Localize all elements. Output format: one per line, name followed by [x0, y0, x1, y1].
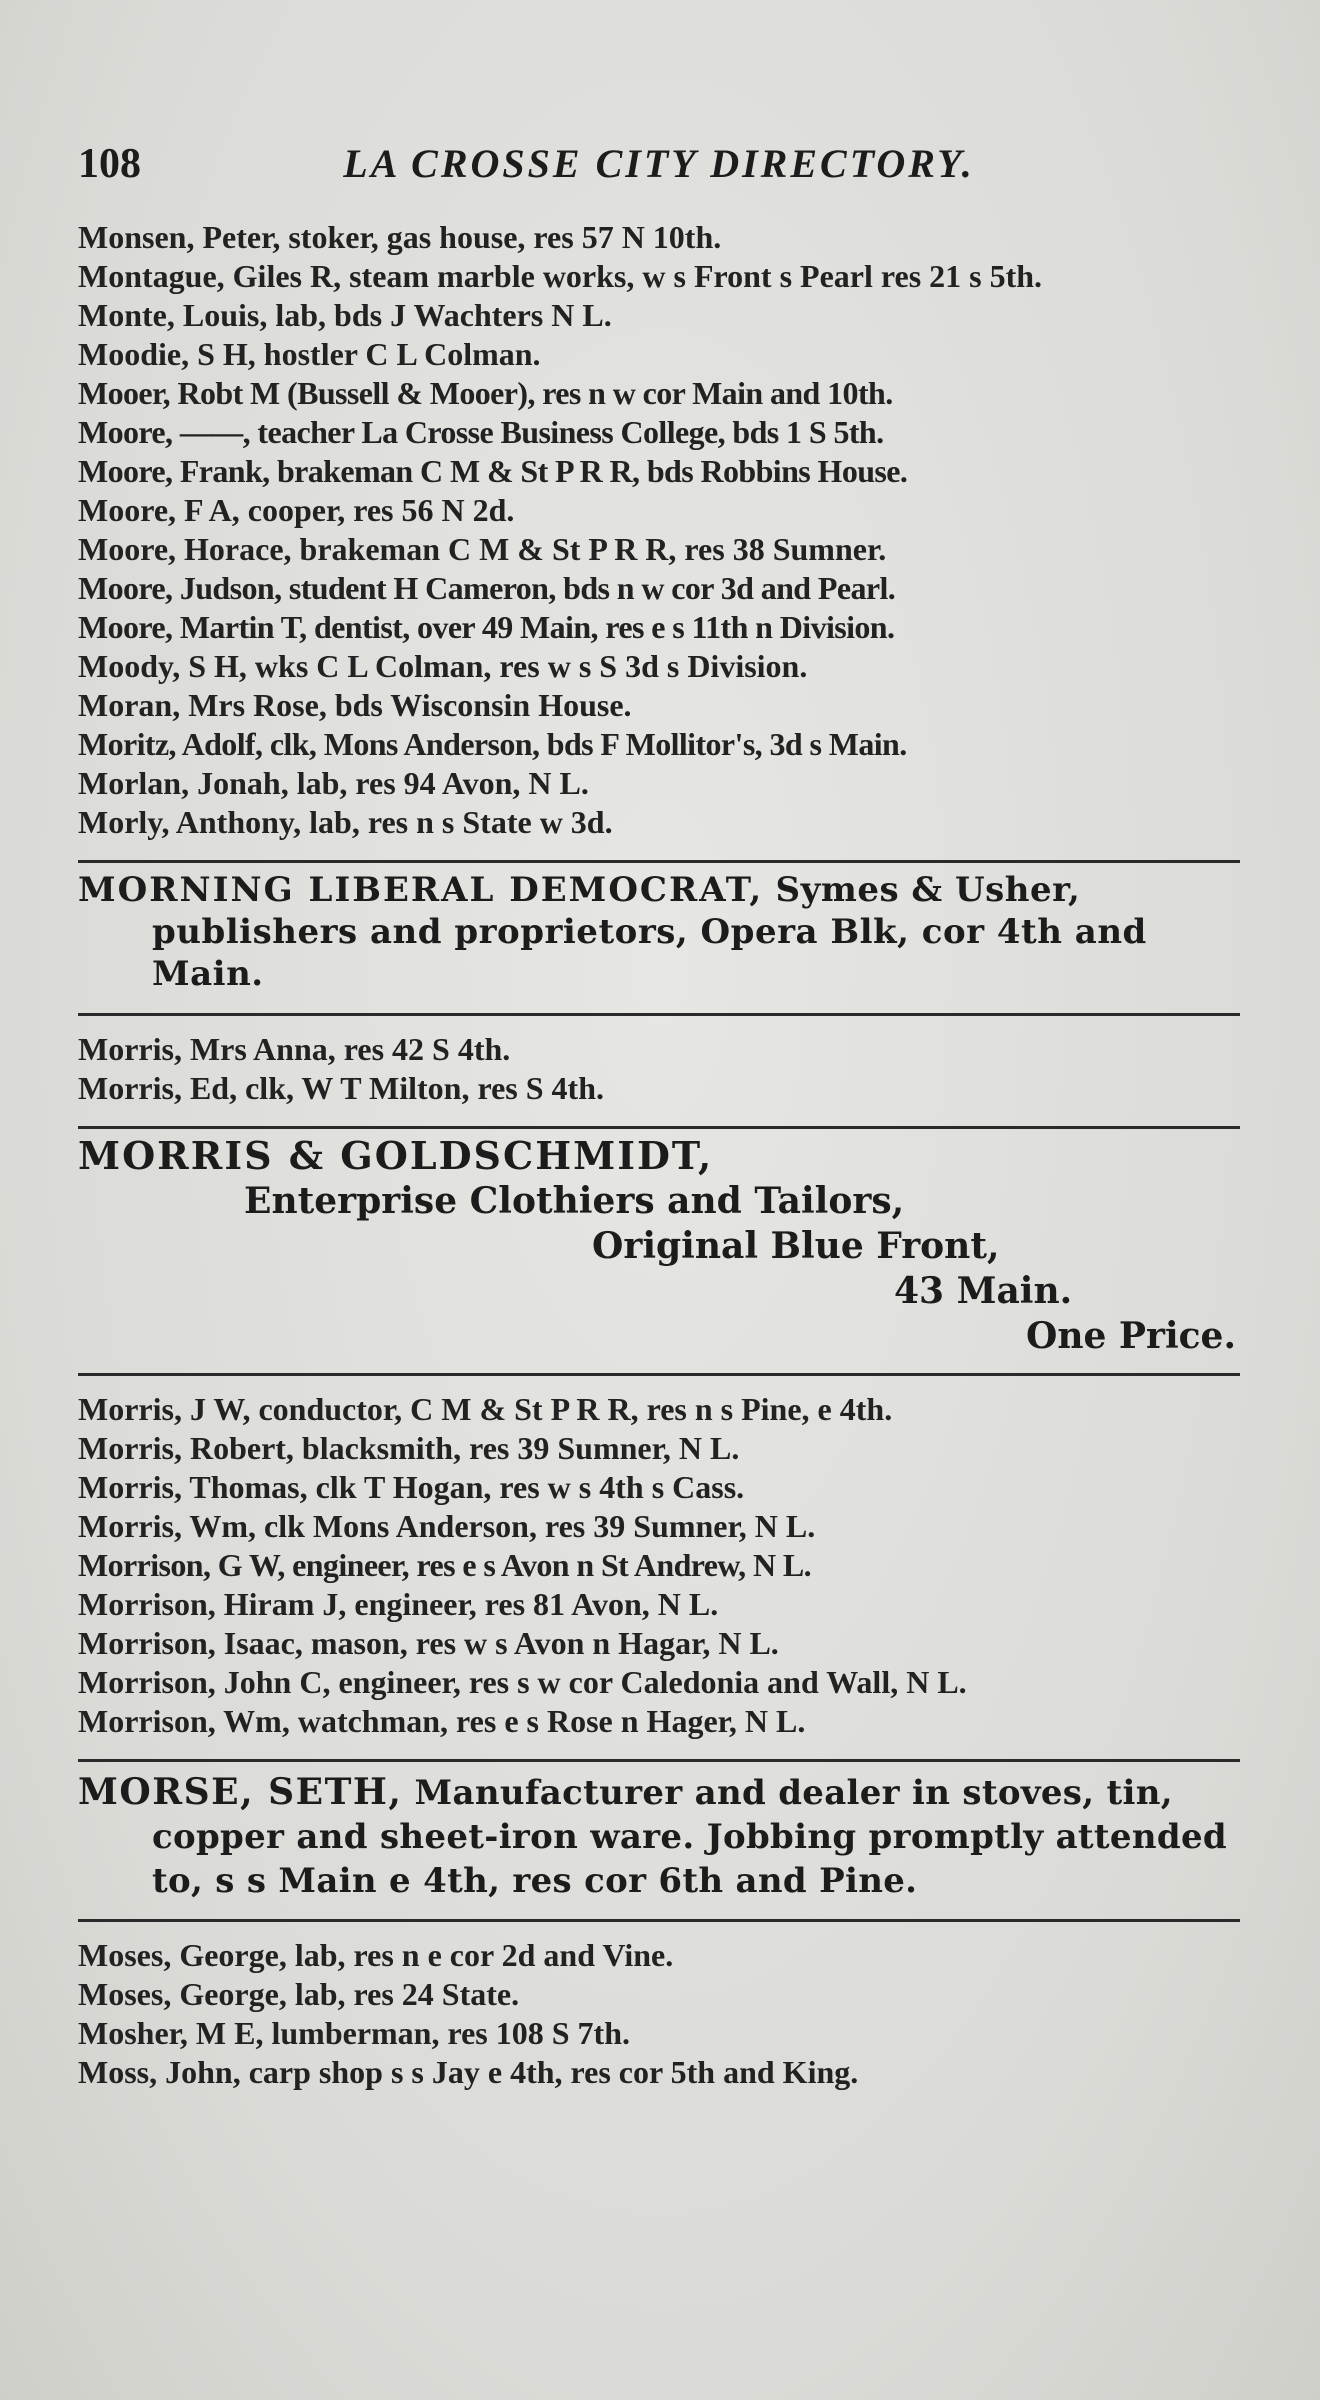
list-item: Morris, Robert, blacksmith, res 39 Sumner, N L.: [78, 1430, 740, 1466]
advertisement-text: Symes & Usher, publishers and proprietors, Opera Blk, cor 4th and Main.: [152, 870, 1147, 994]
divider: [78, 860, 1240, 863]
entry-list-2: [78, 1030, 1240, 1108]
list-item: Moses, George, lab, res n e cor 2d and Vine.: [78, 1937, 674, 1973]
list-item: Moody, S H, wks C L Colman, res w s S 3d s Division.: [78, 648, 808, 684]
list-item: Moore, Judson, student H Cameron, bds n w cor 3d and Pearl.: [78, 570, 896, 606]
advertisement-line: Original Blue Front,: [592, 1225, 1000, 1267]
advertiser-name: MORNING LIBERAL DEMOCRAT,: [78, 870, 764, 910]
advertiser-name: MORRIS & GOLDSCHMIDT,: [78, 1133, 714, 1178]
list-item: Moses, George, lab, res 24 State.: [78, 1976, 520, 2012]
entry-list-4: [78, 1936, 1240, 2092]
page-header: [78, 140, 1240, 200]
list-item: Monsen, Peter, stoker, gas house, res 57 N 10th.: [78, 219, 722, 255]
divider: [78, 1373, 1240, 1376]
list-item: Moodie, S H, hostler C L Colman.: [78, 336, 541, 372]
list-item: Morrison, G W, engineer, res e s Avon n St Andrew, N L.: [78, 1547, 812, 1583]
entry-list-3: [78, 1390, 1240, 1741]
advertisement-text: Manufacturer and dealer in stoves, tin, copper and sheet-iron ware. Jobbing promptly attended to, s s Main e 4th, res cor 6th and Pine.: [152, 1773, 1227, 1901]
divider: [78, 1919, 1240, 1922]
divider: [78, 1759, 1240, 1762]
advertisement-morris-goldschmidt: [78, 1133, 1240, 1359]
list-item: Morlan, Jonah, lab, res 94 Avon, N L.: [78, 765, 589, 801]
list-item: Montague, Giles R, steam marble works, w s Front s Pearl res 21 s 5th.: [78, 258, 1043, 294]
list-item: Morly, Anthony, lab, res n s State w 3d.: [78, 804, 613, 840]
list-item: Moritz, Adolf, clk, Mons Anderson, bds F Mollitor's, 3d s Main.: [78, 726, 907, 762]
advertisement-democrat: [78, 869, 1240, 995]
advertisement-morse: [78, 1770, 1240, 1903]
list-item: Mosher, M E, lumberman, res 108 S 7th.: [78, 2015, 630, 2051]
list-item: Morrison, Hiram J, engineer, res 81 Avon, N L.: [78, 1586, 719, 1622]
divider: [78, 1013, 1240, 1016]
list-item: Morris, Ed, clk, W T Milton, res S 4th.: [78, 1070, 604, 1106]
advertisement-line: 43 Main.: [894, 1270, 1073, 1312]
list-item: Moore, Frank, brakeman C M & St P R R, bds Robbins House.: [78, 453, 908, 489]
list-item: Moss, John, carp shop s s Jay e 4th, res cor 5th and King.: [78, 2054, 859, 2090]
advertisement-line: One Price.: [1025, 1315, 1236, 1357]
list-item: Morrison, Isaac, mason, res w s Avon n Hagar, N L.: [78, 1625, 779, 1661]
page-number: 108: [78, 141, 141, 187]
list-item: Morris, J W, conductor, C M & St P R R, res n s Pine, e 4th.: [78, 1391, 893, 1427]
list-item: Moore, F A, cooper, res 56 N 2d.: [78, 492, 515, 528]
list-item: Moore, Martin T, dentist, over 49 Main, res e s 11th n Division.: [78, 609, 895, 645]
list-item: Monte, Louis, lab, bds J Wachters N L.: [78, 297, 612, 333]
list-item: Morris, Wm, clk Mons Anderson, res 39 Sumner, N L.: [78, 1508, 816, 1544]
divider: [78, 1126, 1240, 1129]
entry-list-1: [78, 218, 1240, 842]
advertiser-name: MORSE, SETH,: [78, 1771, 403, 1813]
running-title: LA CROSSE CITY DIRECTORY.: [343, 141, 975, 186]
list-item: Moore, ——, teacher La Crosse Business College, bds 1 S 5th.: [78, 414, 884, 450]
list-item: Morrison, Wm, watchman, res e s Rose n Hager, N L.: [78, 1703, 806, 1739]
list-item: Mooer, Robt M (Bussell & Mooer), res n w cor Main and 10th.: [78, 375, 893, 411]
list-item: Morrison, John C, engineer, res s w cor Caledonia and Wall, N L.: [78, 1664, 967, 1700]
list-item: Morris, Thomas, clk T Hogan, res w s 4th s Cass.: [78, 1469, 745, 1505]
list-item: Morris, Mrs Anna, res 42 S 4th.: [78, 1031, 511, 1067]
advertisement-line: Enterprise Clothiers and Tailors,: [244, 1180, 905, 1222]
list-item: Moore, Horace, brakeman C M & St P R R, res 38 Sumner.: [78, 531, 887, 567]
list-item: Moran, Mrs Rose, bds Wisconsin House.: [78, 687, 632, 723]
